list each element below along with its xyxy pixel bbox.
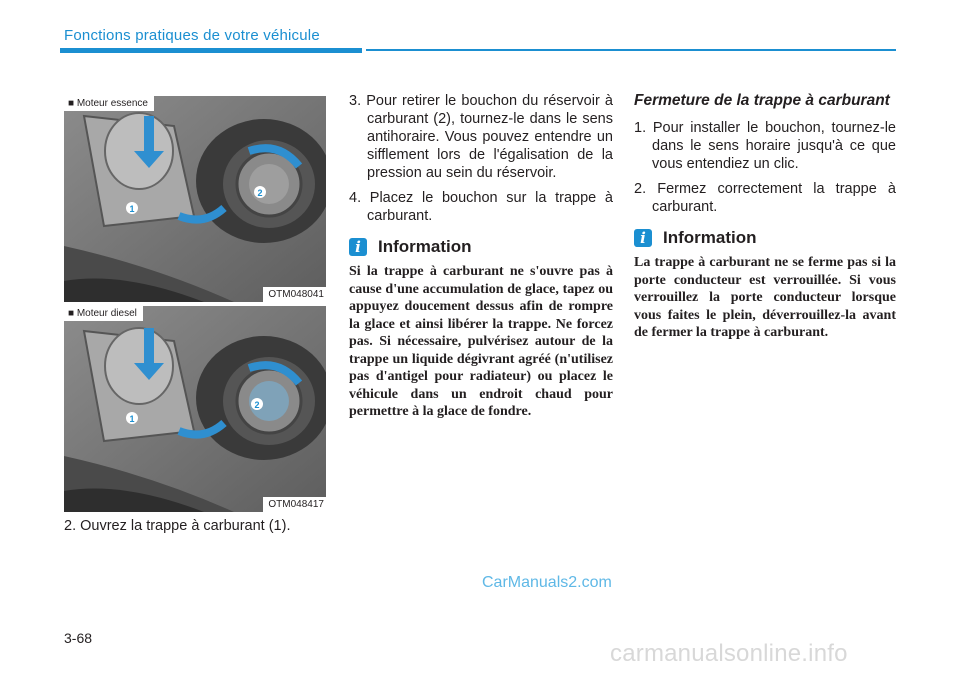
- photo-label: ■ Moteur diesel: [64, 306, 143, 321]
- section-title-closing-fuel-door: Fermeture de la trappe à carburant: [634, 92, 890, 109]
- section-header-title: Fonctions pratiques de votre véhicule: [64, 27, 320, 44]
- footer-watermark: carmanualsonline.info: [610, 640, 848, 667]
- callout-2: 2: [257, 188, 263, 198]
- information-title: Information: [378, 237, 472, 256]
- middle-column: [349, 92, 613, 421]
- step-3-remove-cap: 3. Pour retirer le bouchon du réservoir à carburant (2), tournez-le dans le sens antihoraire. Vous pouvez entendre un sifflement lors de l'égalisation de la pression au sein du réservoir.: [349, 93, 613, 181]
- step-2-open-fuel-door: 2. Ouvrez la trappe à carburant (1).: [64, 518, 291, 534]
- photo-label: ■ Moteur essence: [64, 96, 154, 111]
- photo-label-text: Moteur essence: [76, 98, 148, 109]
- step-4-place-cap: 4. Placez le bouchon sur la trappe à carburant.: [349, 190, 613, 224]
- info-icon: i: [634, 229, 652, 247]
- page-number: 3-68: [64, 630, 93, 646]
- callout-1: 1: [129, 204, 135, 214]
- photo-diesel-fuel-door: [64, 306, 326, 512]
- right-column: [634, 92, 896, 342]
- header-bar-thin: [366, 49, 896, 51]
- information-heading: [634, 228, 896, 248]
- fuel-door-illustration: [64, 306, 326, 512]
- information-heading: [349, 237, 613, 257]
- callout-2: 2: [254, 400, 260, 410]
- photo-code: OTM048417: [263, 497, 326, 512]
- information-body: La trappe à carburant ne se ferme pas si la porte conducteur est verrouillée. Si vous verrouillez la porte conducteur lorsque vous faites le plein, déverrouillez-la avant de fermer la trappe à carburant.: [634, 255, 896, 340]
- fuel-door-illustration: [64, 96, 326, 302]
- step-1-install-cap: 1. Pour installer le bouchon, tournez-le dans le sens horaire jusqu'à ce que vous entendiez un clic.: [634, 120, 896, 172]
- information-body: Si la trappe à carburant ne s'ouvre pas à cause d'une accumulation de glace, tapez ou appuyez doucement dessus afin de rompre la glace et ainsi libérer la trappe. Ne forcez pas. Si nécessaire, pulvérisez autour de la trappe un liquide dégivrant agréé (n'utilisez pas d'antigel pour radiateur) ou placez le véhicule dans un endroit chaud pour permettre à la glace de fondre.: [349, 264, 613, 419]
- callout-1: 1: [129, 414, 135, 424]
- photo-code: OTM048041: [263, 287, 326, 302]
- information-title: Information: [663, 228, 757, 247]
- watermark-carmanuals2: CarManuals2.com: [482, 574, 612, 591]
- header-bar-thick: [60, 48, 362, 53]
- photo-label-text: Moteur diesel: [76, 308, 137, 319]
- info-icon: i: [349, 238, 367, 256]
- photo-petrol-fuel-door: [64, 96, 326, 302]
- step-2-close-door: 2. Fermez correctement la trappe à carburant.: [634, 181, 896, 215]
